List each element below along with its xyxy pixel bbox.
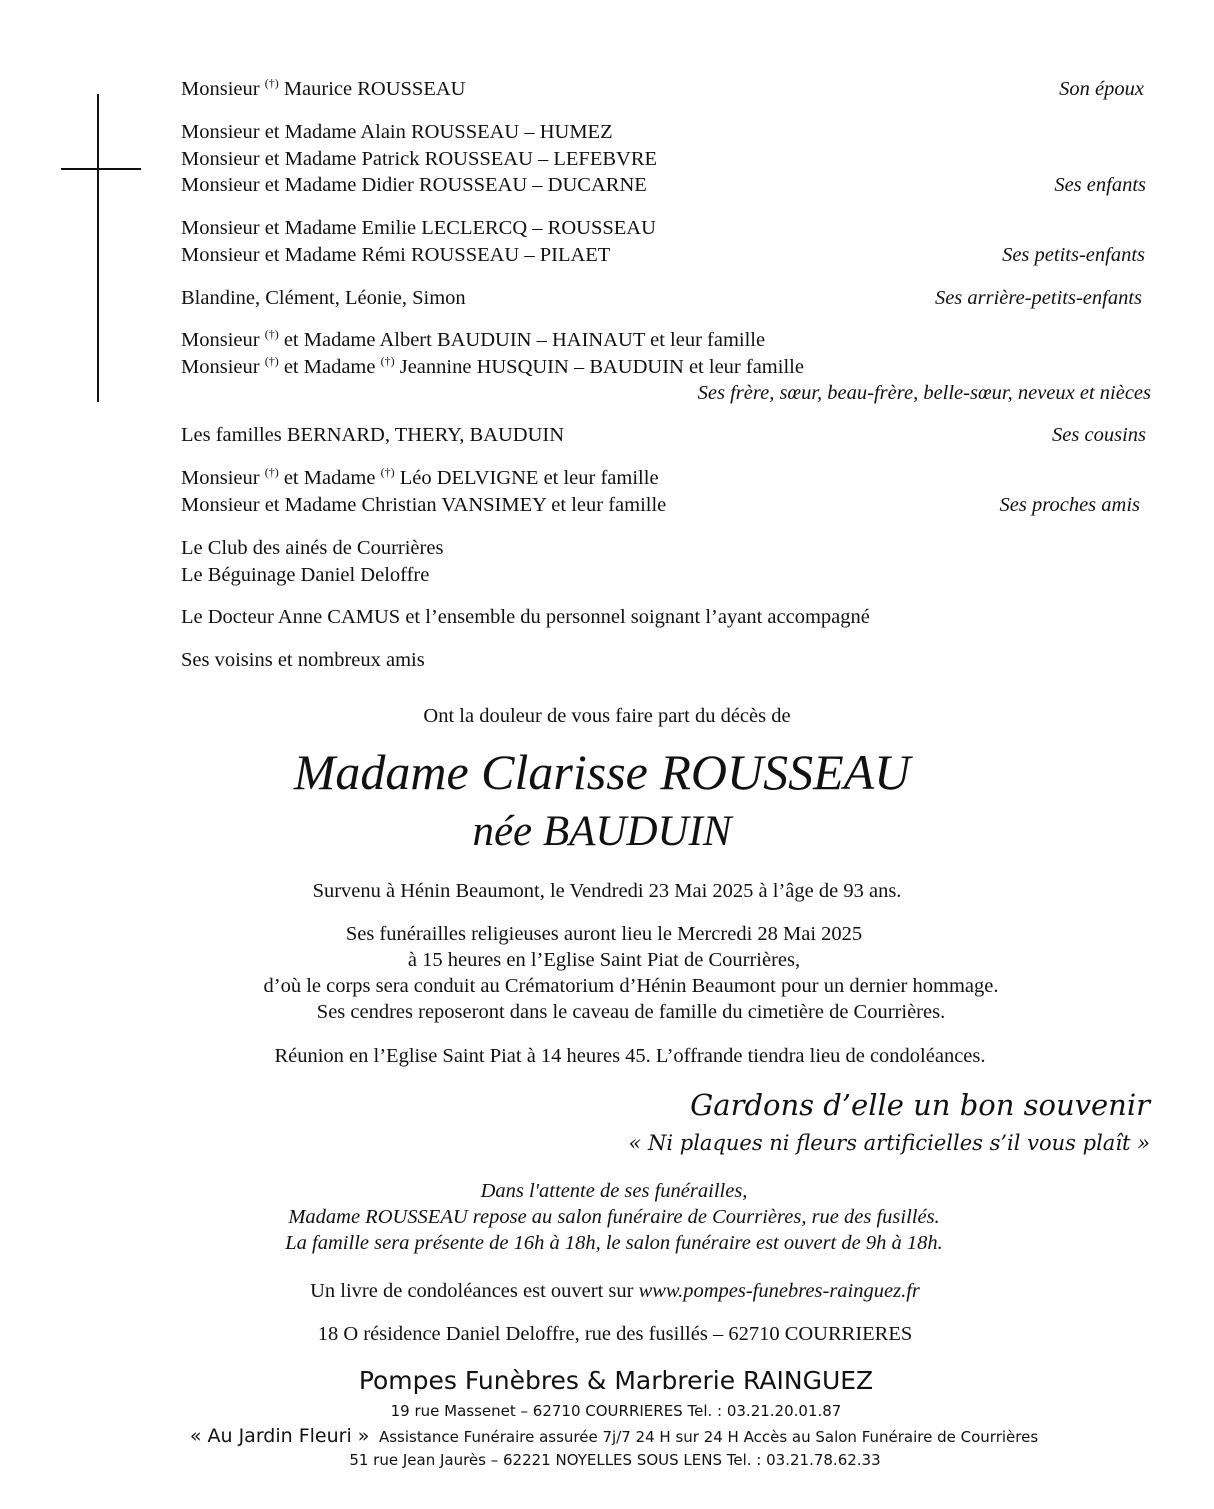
family-line bbox=[181, 422, 1149, 449]
cross-vertical-bar bbox=[97, 94, 99, 402]
condolence-text: Un livre de condoléances est ouvert sur bbox=[310, 1280, 639, 1302]
family-line bbox=[181, 492, 1149, 519]
family-line-text: Monsieur et Madame Emilie LECLERCQ – ROUSSEAU bbox=[181, 217, 656, 239]
family-group bbox=[181, 285, 1149, 312]
family-line bbox=[181, 327, 1149, 354]
family-line bbox=[181, 562, 1149, 589]
family-line-text: Monsieur bbox=[181, 467, 265, 489]
family-line bbox=[181, 647, 1149, 674]
cross-horizontal-bar bbox=[61, 168, 141, 170]
company-address: 19 rue Massenet – 62710 COURRIERES Tel. : 03.21.20.01.87 bbox=[390, 1402, 842, 1420]
family-line bbox=[181, 76, 1149, 103]
family-group bbox=[181, 604, 1149, 631]
family-line-text: Monsieur et Madame Rémi ROUSSEAU – PILAET bbox=[181, 243, 611, 266]
family-line-text: et Madame bbox=[278, 355, 381, 378]
family-group bbox=[181, 215, 1149, 268]
family-group bbox=[181, 535, 1149, 588]
family-line-text: Le Club des ainés de Courrières bbox=[181, 537, 444, 559]
family-group bbox=[181, 119, 1149, 199]
family-line bbox=[181, 604, 1149, 631]
deceased-name: Madame Clarisse ROUSSEAU bbox=[293, 744, 911, 800]
viewing-line: Dans l'attente de ses funérailles, bbox=[480, 1180, 748, 1202]
family-line bbox=[181, 465, 1149, 492]
company-name: Pompes Funèbres & Marbrerie RAINGUEZ bbox=[358, 1366, 874, 1395]
family-line-text: Léo DELVIGNE et leur famille bbox=[394, 467, 659, 489]
family-group bbox=[181, 76, 1149, 103]
family-relation: Ses frère, sœur, beau-frère, belle-sœur, neveux et nièces bbox=[697, 382, 1151, 404]
family-relation: Ses proches amis bbox=[999, 493, 1140, 516]
viewing-line: Madame ROUSSEAU repose au salon funéraire de Courrières, rue des fusillés. bbox=[288, 1206, 940, 1228]
family-relation: Ses petits-enfants bbox=[1002, 243, 1145, 266]
garden-address: 51 rue Jean Jaurès – 62221 NOYELLES SOUS LENS Tel. : 03.21.78.62.33 bbox=[349, 1451, 881, 1469]
family-line bbox=[181, 119, 1149, 146]
family-line bbox=[181, 146, 1149, 173]
family-relation: Ses enfants bbox=[1054, 174, 1146, 196]
family-relation: Ses arrière-petits-enfants bbox=[934, 287, 1142, 309]
family-line-text: Les familles BERNARD, THERY, BAUDUIN bbox=[181, 424, 565, 446]
deceased-mark: (†) bbox=[264, 465, 279, 479]
family-line-text: Blandine, Clément, Léonie, Simon bbox=[181, 287, 466, 309]
family-line-text: Le Béguinage Daniel Deloffre bbox=[181, 563, 430, 586]
remembrance: Gardons d’elle un bon souvenir bbox=[690, 1088, 1150, 1122]
family-line-text: Monsieur bbox=[181, 78, 265, 100]
funeral-line: à 15 heures en l’Eglise Saint Piat de Courrières, bbox=[407, 949, 801, 971]
family-line-text: Monsieur et Madame Didier ROUSSEAU – DUCARNE bbox=[181, 174, 647, 196]
family-line-text: Maurice ROUSSEAU bbox=[278, 78, 466, 100]
family-line-text: Monsieur et Madame Christian VANSIMEY et leur famille bbox=[181, 493, 667, 516]
condolence-url[interactable]: www.pompes-funebres-rainguez.fr bbox=[638, 1280, 920, 1302]
family-line bbox=[181, 535, 1149, 562]
family-line-text: Le Docteur Anne CAMUS et l’ensemble du personnel soignant l’ayant accompagné bbox=[181, 606, 870, 628]
family-group bbox=[181, 327, 1149, 407]
deceased-birth-name: née BAUDUIN bbox=[472, 808, 732, 855]
family-line-text: Monsieur et Madame Patrick ROUSSEAU – LEFEBVRE bbox=[181, 147, 658, 170]
meeting-notice: Réunion en l’Eglise Saint Piat à 14 heures 45. L’offrande tiendra lieu de condoléances. bbox=[274, 1045, 986, 1067]
family-line-text: et Madame Albert BAUDUIN – HAINAUT et leur famille bbox=[278, 329, 766, 351]
announcement: Ont la douleur de vous faire part du décès de bbox=[423, 705, 791, 727]
family-line bbox=[181, 215, 1149, 242]
family-address: 18 O résidence Daniel Deloffre, rue des fusillés – 62710 COURRIERES bbox=[317, 1323, 913, 1345]
deceased-mark: (†) bbox=[380, 353, 395, 368]
funeral-line: Ses cendres reposeront dans le caveau de famille du cimetière de Courrières. bbox=[316, 1001, 946, 1023]
deceased-mark: (†) bbox=[380, 465, 395, 479]
family-line bbox=[181, 285, 1149, 312]
family-relation: Ses cousins bbox=[1052, 424, 1146, 446]
family-group bbox=[181, 465, 1149, 518]
funeral-line: d’où le corps sera conduit au Crématorium d’Hénin Beaumont pour un dernier hommage. bbox=[263, 975, 999, 997]
deceased-mark: (†) bbox=[264, 327, 279, 341]
family-line bbox=[181, 354, 1149, 381]
family-line-text: Monsieur et Madame Alain ROUSSEAU – HUMEZ bbox=[181, 121, 613, 143]
family-relation: Son époux bbox=[1059, 78, 1144, 100]
garden-name: « Au Jardin Fleuri » bbox=[189, 1425, 370, 1447]
family-line bbox=[181, 242, 1149, 269]
garden-services: Assistance Funéraire assurée 7j/7 24 H sur 24 H Accès au Salon Funéraire de Courrières bbox=[378, 1428, 1039, 1446]
family-line-text: Ses voisins et nombreux amis bbox=[181, 649, 425, 671]
garden-line bbox=[7, 1423, 1214, 1450]
family-line bbox=[181, 172, 1149, 199]
flowers-note: « Ni plaques ni fleurs artificielles s’il vous plaît » bbox=[628, 1131, 1150, 1155]
family-group bbox=[181, 422, 1149, 449]
viewing-line: La famille sera présente de 16h à 18h, le salon funéraire est ouvert de 9h à 18h. bbox=[285, 1232, 943, 1254]
family-line-text: Jeannine HUSQUIN – BAUDUIN et leur famille bbox=[394, 355, 804, 378]
family-line-text: et Madame bbox=[278, 467, 381, 489]
family-line-text: Monsieur bbox=[181, 329, 265, 351]
funeral-line: Ses funérailles religieuses auront lieu le Mercredi 28 Mai 2025 bbox=[345, 923, 863, 945]
deceased-mark: (†) bbox=[264, 353, 279, 368]
family-line-text: Monsieur bbox=[181, 355, 265, 378]
deceased-mark: (†) bbox=[264, 76, 279, 90]
family-group bbox=[181, 647, 1149, 674]
condolence-book bbox=[8, 1278, 1214, 1305]
death-notice: Survenu à Hénin Beaumont, le Vendredi 23 Mai 2025 à l’âge de 93 ans. bbox=[312, 880, 902, 902]
